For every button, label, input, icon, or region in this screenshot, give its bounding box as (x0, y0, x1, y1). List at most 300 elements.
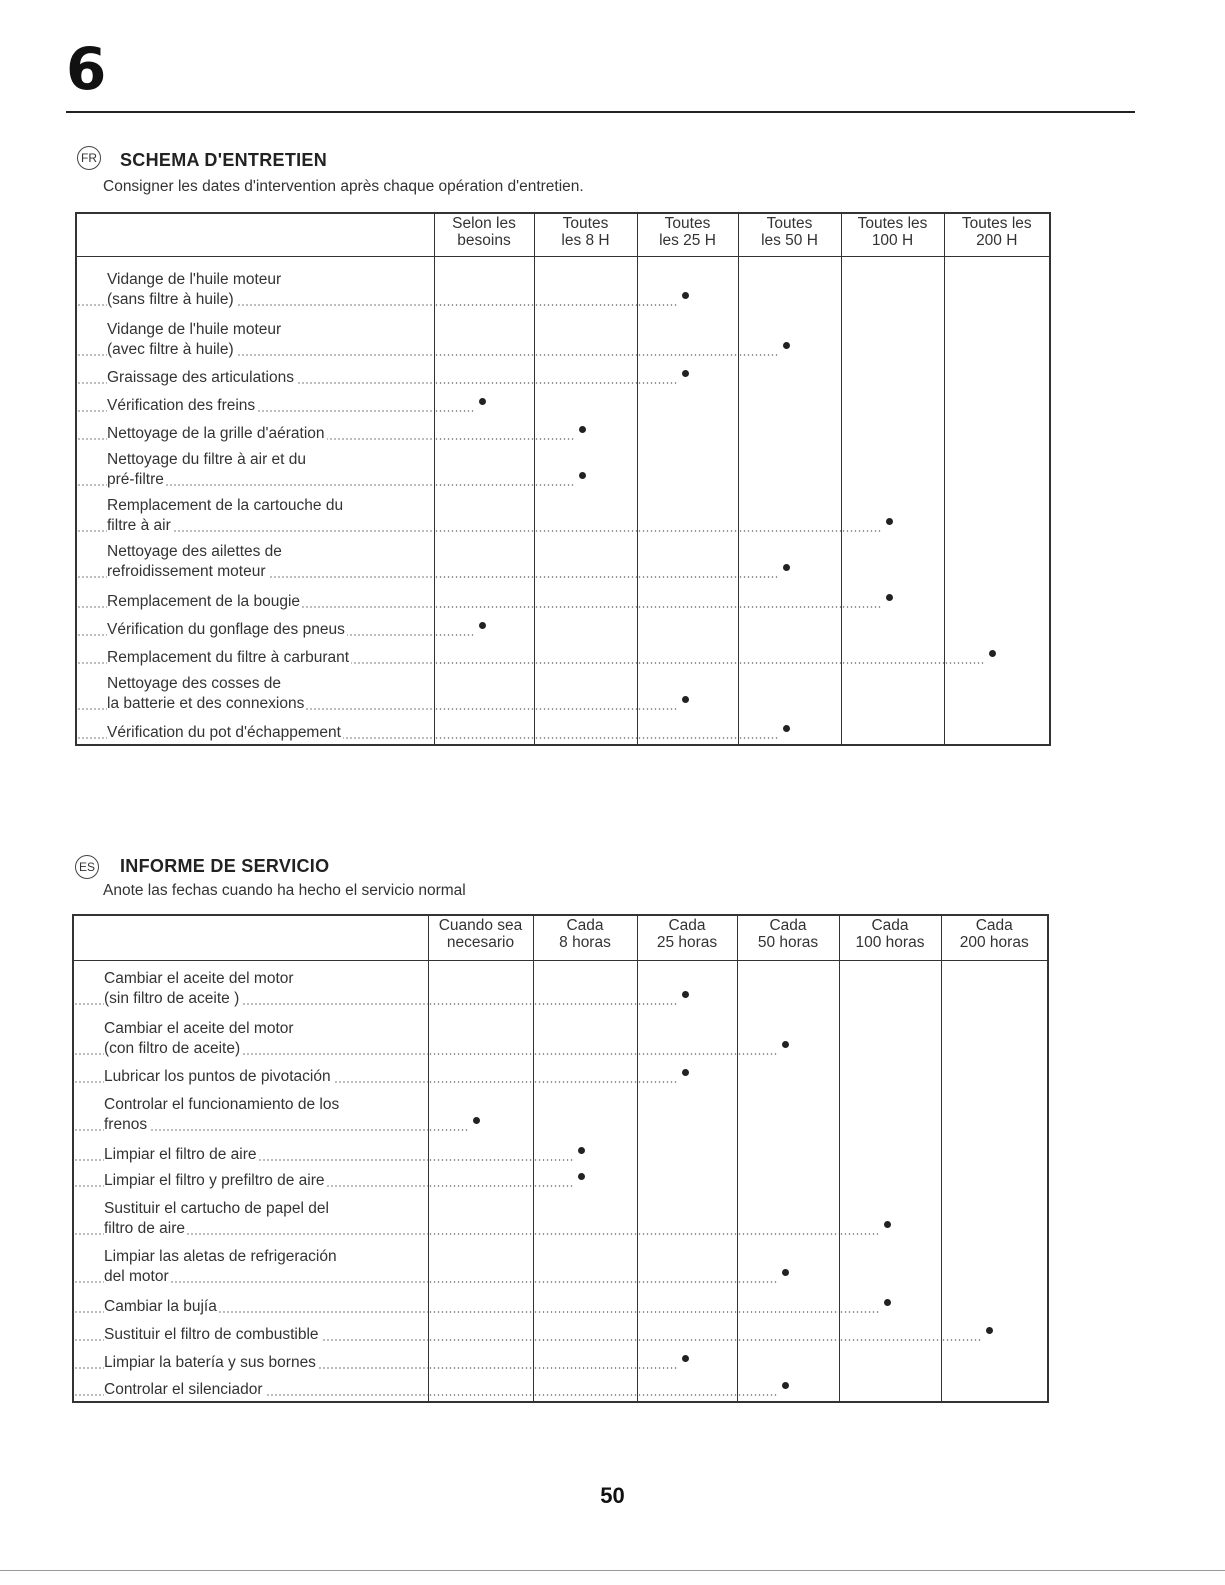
interval-cell (839, 960, 941, 1010)
task-label (73, 960, 428, 1010)
interval-cell (434, 613, 534, 641)
interval-cell (944, 445, 1050, 491)
interval-cell (428, 1088, 533, 1136)
schedule-bullet (884, 1299, 891, 1306)
task-label-line: filtro de aire (104, 1220, 185, 1237)
interval-cell (534, 583, 637, 613)
task-label-line: Graissage des articulations (107, 369, 294, 386)
interval-cell (944, 669, 1050, 715)
task-label (73, 1288, 428, 1318)
task-label (76, 641, 434, 669)
interval-header (738, 213, 841, 256)
interval-header-line: Cada (871, 917, 909, 934)
table-header-row (73, 915, 1048, 960)
interval-header-line: les 25 H (659, 232, 716, 249)
task-label-line: Cambiar la bujía (104, 1298, 217, 1315)
interval-cell (737, 1136, 839, 1166)
interval-cell (944, 311, 1050, 361)
schedule-bullet (578, 1147, 585, 1154)
interval-cell (941, 1136, 1048, 1166)
interval-cell (737, 1010, 839, 1060)
interval-cell (428, 1374, 533, 1402)
interval-cell (738, 256, 841, 311)
interval-cell (944, 256, 1050, 311)
interval-header-line: 50 horas (757, 934, 819, 951)
interval-cell (738, 641, 841, 669)
interval-cell (533, 1288, 637, 1318)
interval-cell (737, 1060, 839, 1088)
task-label (76, 256, 434, 311)
task-label (73, 1192, 428, 1240)
leader-end-mask (880, 1192, 941, 1240)
schedule-bullet (886, 594, 893, 601)
leader-end-mask (678, 257, 738, 312)
task-label (73, 1088, 428, 1136)
table-row (73, 1088, 1048, 1136)
interval-cell (534, 445, 637, 491)
task-label (76, 445, 434, 491)
table-row (73, 1192, 1048, 1240)
interval-cell (738, 417, 841, 445)
interval-cell (637, 1060, 737, 1088)
interval-header-line: 8 horas (559, 934, 611, 951)
interval-header (944, 213, 1050, 256)
lang-badge-fr: FR (77, 146, 101, 170)
interval-cell (434, 669, 534, 715)
interval-cell (944, 583, 1050, 613)
table-row (76, 641, 1050, 669)
interval-cell (738, 583, 841, 613)
interval-cell (737, 960, 839, 1010)
interval-cell (637, 1318, 737, 1346)
interval-header-line: Toutes les (961, 215, 1032, 232)
interval-header (839, 915, 941, 960)
interval-cell (434, 641, 534, 669)
interval-header (941, 915, 1048, 960)
interval-cell (534, 361, 637, 389)
task-label (76, 583, 434, 613)
interval-cell (839, 1346, 941, 1374)
schedule-bullet (989, 650, 996, 657)
interval-header (533, 915, 637, 960)
task-label-line: Limpiar el filtro y prefiltro de aire (104, 1172, 325, 1189)
maintenance-table (72, 914, 1049, 1403)
interval-cell (637, 1288, 737, 1318)
interval-header (637, 213, 738, 256)
leader-end-mask (678, 669, 738, 715)
schedule-bullet (783, 564, 790, 571)
task-label-line: Remplacement de la cartouche du (107, 497, 344, 514)
table-row (76, 311, 1050, 361)
task-label (76, 669, 434, 715)
interval-header-line: Toutes les (857, 215, 928, 232)
interval-cell (839, 1192, 941, 1240)
task-label (73, 1374, 428, 1402)
header-task-cell (76, 213, 434, 256)
task-label-line: (con filtro de aceite) (104, 1040, 241, 1057)
interval-header-line: les 8 H (561, 232, 610, 249)
interval-header-line: Cuando sea (438, 917, 523, 934)
table-row (76, 389, 1050, 417)
schedule-bullet (782, 1041, 789, 1048)
section-subtitle: Anote las fechas cuando ha hecho el servicio normal (103, 882, 466, 899)
interval-cell (533, 1240, 637, 1288)
schedule-bullet (884, 1221, 891, 1228)
table-row (73, 1136, 1048, 1166)
task-label (76, 537, 434, 583)
leader-end-mask (575, 445, 637, 491)
interval-cell (637, 1010, 737, 1060)
schedule-bullet (886, 518, 893, 525)
interval-cell (944, 361, 1050, 389)
task-label-line: (avec filtre à huile) (107, 341, 234, 358)
task-label-line: Limpiar la batería y sus bornes (104, 1354, 316, 1371)
interval-cell (434, 491, 534, 537)
interval-cell (941, 1192, 1048, 1240)
table-row (76, 583, 1050, 613)
task-label-line: Cambiar el aceite del motor (104, 970, 294, 987)
interval-cell (637, 537, 738, 583)
interval-cell (534, 669, 637, 715)
table-row (76, 715, 1050, 745)
interval-header (637, 915, 737, 960)
schedule-bullet (682, 370, 689, 377)
schedule-bullet (479, 398, 486, 405)
task-label-line: (sin filtro de aceite ) (104, 990, 240, 1007)
interval-cell (737, 1346, 839, 1374)
table-row (73, 1010, 1048, 1060)
interval-cell (841, 417, 944, 445)
task-label (73, 1346, 428, 1374)
interval-cell (839, 1374, 941, 1402)
table-row (73, 1166, 1048, 1192)
task-label-line: Nettoyage des cosses de (107, 675, 282, 692)
interval-cell (637, 1088, 737, 1136)
table-row (73, 1318, 1048, 1346)
table-row (73, 1060, 1048, 1088)
interval-cell (637, 445, 738, 491)
table-row (73, 1240, 1048, 1288)
interval-header-line: besoins (457, 232, 511, 249)
interval-cell (839, 1288, 941, 1318)
task-label (76, 613, 434, 641)
table-row (76, 361, 1050, 389)
interval-header-line: Cada (769, 917, 807, 934)
interval-header-line: 100 H (871, 232, 914, 249)
task-label-line: Sustituir el filtro de combustible (104, 1326, 319, 1343)
interval-cell (839, 1088, 941, 1136)
interval-header-line: Cada (975, 917, 1013, 934)
task-label-line: Vérification du gonflage des pneus (107, 621, 345, 638)
interval-cell (738, 669, 841, 715)
leader-end-mask (779, 311, 841, 361)
leader-end-mask (882, 491, 944, 537)
interval-cell (434, 389, 534, 417)
interval-cell (737, 1240, 839, 1288)
interval-cell (434, 361, 534, 389)
interval-cell (841, 537, 944, 583)
interval-cell (534, 311, 637, 361)
interval-cell (428, 1010, 533, 1060)
interval-cell (637, 669, 738, 715)
interval-cell (941, 960, 1048, 1010)
leader-end-mask (678, 961, 737, 1011)
interval-cell (428, 1192, 533, 1240)
section-title: SCHEMA D'ENTRETIEN (120, 150, 328, 170)
interval-header (534, 213, 637, 256)
interval-cell (637, 613, 738, 641)
task-label-line: Vérification des freins (107, 397, 256, 414)
interval-cell (738, 491, 841, 537)
table-row (76, 445, 1050, 491)
table-row (73, 1346, 1048, 1374)
task-label (76, 417, 434, 445)
interval-cell (737, 1288, 839, 1318)
interval-header-line: Cada (668, 917, 706, 934)
table-row (76, 491, 1050, 537)
interval-header (841, 213, 944, 256)
interval-cell (941, 1288, 1048, 1318)
table-row (76, 417, 1050, 445)
interval-cell (428, 1136, 533, 1166)
interval-header (737, 915, 839, 960)
interval-cell (839, 1166, 941, 1192)
interval-cell (434, 256, 534, 311)
schedule-bullet (682, 991, 689, 998)
interval-cell (944, 715, 1050, 745)
interval-cell (841, 715, 944, 745)
interval-cell (841, 583, 944, 613)
schedule-bullet (682, 292, 689, 299)
task-label-line: Nettoyage du filtre à air et du (107, 451, 307, 468)
interval-cell (534, 389, 637, 417)
chapter-divider (66, 111, 1135, 113)
interval-cell (637, 361, 738, 389)
interval-cell (637, 417, 738, 445)
interval-cell (534, 715, 637, 745)
interval-cell (637, 1192, 737, 1240)
interval-cell (841, 361, 944, 389)
task-label (73, 1060, 428, 1088)
schedule-bullet (783, 342, 790, 349)
chapter-number: 6 (66, 35, 107, 103)
interval-cell (944, 491, 1050, 537)
interval-cell (534, 491, 637, 537)
page-bottom-rule (0, 1570, 1225, 1571)
task-label (73, 1136, 428, 1166)
interval-cell (434, 417, 534, 445)
interval-cell (841, 311, 944, 361)
task-label-line: Nettoyage de la grille d'aération (107, 425, 325, 442)
interval-cell (637, 1374, 737, 1402)
interval-cell (941, 1374, 1048, 1402)
interval-cell (637, 583, 738, 613)
interval-cell (533, 1136, 637, 1166)
schedule-bullet (986, 1327, 993, 1334)
interval-header-line: 200 H (976, 232, 1018, 249)
table-row (76, 669, 1050, 715)
interval-header-line: Toutes (562, 215, 609, 232)
task-label-line: refroidissement moteur (107, 563, 266, 580)
schedule-bullet (479, 622, 486, 629)
interval-cell (428, 1318, 533, 1346)
task-label-line: del motor (104, 1268, 169, 1285)
interval-cell (944, 417, 1050, 445)
schedule-bullet (682, 696, 689, 703)
interval-cell (533, 1374, 637, 1402)
interval-cell (944, 641, 1050, 669)
interval-header-line: necesario (446, 934, 515, 951)
interval-cell (637, 1346, 737, 1374)
interval-cell (738, 445, 841, 491)
interval-cell (841, 641, 944, 669)
interval-cell (533, 1192, 637, 1240)
interval-header-line: Cada (566, 917, 604, 934)
table-row (73, 1374, 1048, 1402)
interval-cell (841, 256, 944, 311)
schedule-bullet (682, 1355, 689, 1362)
task-label-line: (sans filtre à huile) (107, 291, 234, 308)
interval-cell (841, 669, 944, 715)
task-label-line: la batterie et des connexions (107, 695, 305, 712)
schedule-bullet (579, 472, 586, 479)
interval-cell (637, 256, 738, 311)
schedule-bullet (578, 1173, 585, 1180)
schedule-bullet (783, 725, 790, 732)
section-subtitle: Consigner les dates d'intervention après chaque opération d'entretien. (103, 178, 584, 195)
interval-cell (738, 613, 841, 641)
interval-cell (839, 1060, 941, 1088)
task-label (76, 491, 434, 537)
interval-cell (434, 311, 534, 361)
table-header-row (76, 213, 1050, 256)
interval-header-line: 100 horas (855, 934, 925, 951)
interval-cell (534, 417, 637, 445)
interval-cell (434, 715, 534, 745)
interval-cell (738, 389, 841, 417)
interval-cell (737, 1318, 839, 1346)
schedule-bullet (473, 1117, 480, 1124)
interval-cell (533, 1318, 637, 1346)
task-label-line: Sustituir el cartucho de papel del (104, 1200, 329, 1217)
task-label (76, 389, 434, 417)
schedule-bullet (682, 1069, 689, 1076)
interval-cell (737, 1088, 839, 1136)
interval-cell (428, 1060, 533, 1088)
task-label-line: Controlar el silenciador (104, 1381, 263, 1398)
task-label-line: filtre à air (107, 517, 171, 534)
interval-cell (428, 1288, 533, 1318)
interval-cell (941, 1318, 1048, 1346)
interval-cell (637, 389, 738, 417)
task-label-line: pré-filtre (107, 471, 164, 488)
interval-cell (534, 613, 637, 641)
table-row (73, 1288, 1048, 1318)
interval-cell (737, 1166, 839, 1192)
interval-header (434, 213, 534, 256)
interval-cell (428, 1166, 533, 1192)
interval-cell (737, 1192, 839, 1240)
interval-cell (738, 537, 841, 583)
interval-cell (941, 1346, 1048, 1374)
interval-cell (941, 1010, 1048, 1060)
interval-cell (841, 613, 944, 641)
interval-cell (434, 583, 534, 613)
interval-cell (434, 445, 534, 491)
interval-cell (533, 1060, 637, 1088)
interval-cell (944, 389, 1050, 417)
interval-cell (533, 960, 637, 1010)
interval-cell (839, 1240, 941, 1288)
maintenance-table (75, 212, 1051, 746)
task-label (73, 1010, 428, 1060)
interval-cell (637, 1136, 737, 1166)
interval-cell (434, 537, 534, 583)
interval-cell (839, 1010, 941, 1060)
task-label-line: Vidange de l'huile moteur (107, 271, 282, 288)
schedule-bullet (782, 1382, 789, 1389)
leader-end-mask (778, 1010, 839, 1060)
interval-cell (428, 1346, 533, 1374)
task-label (76, 311, 434, 361)
interval-header-line: Toutes (766, 215, 813, 232)
interval-header (428, 915, 533, 960)
interval-cell (637, 960, 737, 1010)
interval-cell (941, 1060, 1048, 1088)
lang-badge-es: ES (75, 855, 99, 879)
interval-cell (944, 613, 1050, 641)
task-label-line: Vidange de l'huile moteur (107, 321, 282, 338)
interval-cell (841, 491, 944, 537)
interval-header-line: Toutes (664, 215, 711, 232)
task-label-line: Cambiar el aceite del motor (104, 1020, 294, 1037)
interval-cell (428, 960, 533, 1010)
leader-end-mask (469, 1088, 533, 1136)
page-number: 50 (600, 1483, 625, 1508)
task-label (73, 1240, 428, 1288)
task-label-line: Limpiar el filtro de aire (104, 1146, 257, 1163)
table-row (76, 537, 1050, 583)
interval-cell (637, 1240, 737, 1288)
schedule-bullet (782, 1269, 789, 1276)
interval-cell (738, 361, 841, 389)
task-label-line: Remplacement de la bougie (107, 593, 301, 610)
interval-cell (839, 1318, 941, 1346)
task-label (76, 361, 434, 389)
interval-cell (737, 1374, 839, 1402)
interval-header-line: 25 horas (656, 934, 718, 951)
table-row (73, 960, 1048, 1010)
task-label-line: Lubricar los puntos de pivotación (104, 1068, 331, 1085)
task-label (73, 1166, 428, 1192)
interval-cell (841, 445, 944, 491)
task-label-line: Nettoyage des ailettes de (107, 543, 282, 560)
interval-cell (941, 1088, 1048, 1136)
interval-header-line: 200 horas (959, 934, 1029, 951)
interval-cell (637, 491, 738, 537)
task-label (76, 715, 434, 745)
interval-cell (839, 1136, 941, 1166)
interval-cell (738, 311, 841, 361)
schedule-bullet (579, 426, 586, 433)
interval-cell (941, 1166, 1048, 1192)
interval-cell (637, 1166, 737, 1192)
interval-cell (428, 1240, 533, 1288)
interval-header-line: Selon les (452, 215, 516, 232)
interval-cell (534, 641, 637, 669)
section-title: INFORME DE SERVICIO (120, 856, 330, 876)
interval-cell (738, 715, 841, 745)
